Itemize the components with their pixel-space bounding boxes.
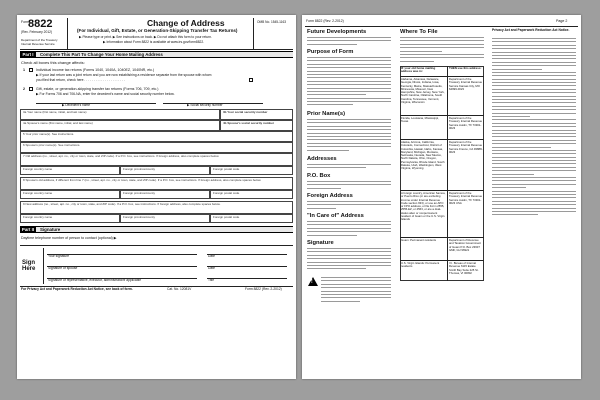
new-foreign-province-field[interactable] <box>120 214 210 223</box>
line-2-checkbox[interactable] <box>29 87 33 91</box>
spouse-foreign-country-label: Foreign country name <box>23 191 53 195</box>
table-row-6-address: V.I. Bureau of Internal Revenue 6115 Estate Smith Bay Suite 225 St. Thomas, VI 00802 <box>449 261 479 275</box>
spouse-prior-names-field[interactable] <box>20 142 293 153</box>
old-foreign-province-field[interactable] <box>120 166 210 175</box>
representative-title-label: Title <box>208 278 215 282</box>
in-care-of-text <box>307 221 391 238</box>
table-row-1-states: Alabama, Arkansas, Delaware, Georgia, Illinois, Indiana, Iowa, Kentucky, Maine, Massachusetts, Minnesota, Missouri, New Hampshire, New Jersey, New York, North Carolina, Oklahoma, South Carolina, Tennessee, Vermont, Virginia, Wisconsin <box>401 77 445 105</box>
your-ssn-field[interactable] <box>220 109 293 120</box>
purpose-text <box>307 57 391 108</box>
part-2-label: Part II <box>21 227 35 232</box>
line-1-checkbox[interactable] <box>29 68 33 72</box>
irs-label: Internal Revenue Service <box>21 42 55 46</box>
line-1-sub-2: you filed that return, check here . . . . . . . . . . . . . . . . . . . . . . <box>36 78 125 82</box>
foreign-address-text <box>307 201 391 211</box>
new-foreign-postal-label: Foreign postal code <box>213 215 240 219</box>
where-to-file-text <box>400 37 484 64</box>
spouse-foreign-postal-field[interactable] <box>210 190 293 199</box>
spouse-signature-date-label: Date <box>208 266 215 270</box>
omb-number: OMB No. 1545-1163 <box>257 20 286 24</box>
spouse-prior-names-label: 6 Spouse's prior name(s). See instructions. <box>23 143 81 147</box>
purpose-heading: Purpose of Form <box>307 49 354 55</box>
future-developments-text <box>307 37 391 47</box>
line-1-number: 1 <box>23 68 25 72</box>
old-foreign-country-label: Foreign country name <box>23 167 53 171</box>
spouse-signature-date-line[interactable] <box>207 266 287 267</box>
form-page-front <box>17 15 296 379</box>
warning-triangle-icon <box>308 277 318 286</box>
privacy-act-text <box>492 38 576 218</box>
representative-signature-label: Signature of representative, executor, administrator/if applicable <box>48 278 142 282</box>
table-row-6-states: U.S. Virgin Islands: Permanent residents <box>401 261 440 269</box>
joint-return-checkbox[interactable] <box>249 78 253 82</box>
po-box-heading: P.O. Box <box>307 173 331 179</box>
new-foreign-province-label: Foreign province/county <box>123 215 156 219</box>
table-row-4-states: A foreign country, American Samoa, or Puerto Rico (or are excluding income under Internal Revenue Code section 933), or use an APO or FPO address, or file Form 2555, 2555-EZ, or 4563, or are a dual-status alien or nonpermanent resident of Guam or the U.S. Virgin Islands <box>401 191 446 222</box>
new-foreign-country-label: Foreign country name <box>23 215 53 219</box>
privacy-notice: For Privacy Act and Paperwork Reduction Act Notice, see back of form. <box>21 287 133 291</box>
spouse-signature-label: Signature of spouse <box>48 266 78 270</box>
addresses-heading: Addresses <box>307 156 337 162</box>
your-signature-date-label: Date <box>208 254 215 258</box>
old-address-field[interactable] <box>20 153 293 166</box>
spouse-foreign-province-label: Foreign province/county <box>123 191 156 195</box>
part-1-header <box>20 51 293 58</box>
table-row-2-address: Department of the Treasury Internal Revenue Service Austin, TX 73301-0023 <box>449 116 483 130</box>
prior-names-field[interactable] <box>20 131 293 142</box>
line-2-number: 2 <box>23 87 25 91</box>
where-to-file-heading: Where To File <box>400 29 438 35</box>
table-row-4-address: Department of the Treasury Internal Revenue Service Austin, TX 73301-0023 USA <box>449 191 483 205</box>
spouse-foreign-country-field[interactable] <box>20 190 120 199</box>
privacy-act-heading: Privacy Act and Paperwork Reduction Act Notice. <box>492 28 570 32</box>
sign-here-label: Sign Here <box>22 260 36 273</box>
form-title: Change of Address <box>147 18 225 28</box>
old-foreign-postal-label: Foreign postal code <box>213 167 240 171</box>
spouse-name-label: 4a Spouse's name (first name, initial, and last name) <box>23 121 93 125</box>
your-name-field[interactable] <box>20 109 220 120</box>
spouse-ssn-field[interactable] <box>220 120 293 131</box>
old-foreign-province-label: Foreign province/county <box>123 167 156 171</box>
decedent-ssn-label: ▶ Social security number <box>187 103 223 107</box>
warning-exclamation-icon: ! <box>311 279 313 285</box>
new-address-field[interactable] <box>20 201 293 214</box>
new-foreign-country-field[interactable] <box>20 214 120 223</box>
your-ssn-label: 3b Your social security number <box>223 110 268 114</box>
spouse-old-address-field[interactable] <box>20 177 293 190</box>
future-developments-heading: Future Developments <box>307 29 367 35</box>
form-page-back <box>302 15 581 379</box>
daytime-phone-label: Daytime telephone number of person to contact (optional) ▶ <box>21 236 117 240</box>
page-2-header-form: Form 8822 (Rev. 2-2012) <box>306 19 344 23</box>
your-name-label: 3a Your name (first name, initial, and last name) <box>23 110 87 114</box>
spouse-name-field[interactable] <box>20 120 220 131</box>
table-row-5-address: Department of Revenue and Taxation Government of Guam P.O. Box 23607 GMF, GU 96921 <box>449 238 481 252</box>
page-2-number: Page 2 <box>556 19 568 23</box>
department: Department of the Treasury <box>21 38 58 42</box>
check-all-label: Check all boxes this change affects: <box>21 60 85 65</box>
table-row-1-address: Department of the Treasury Internal Revenue Service Kansas City, MO 64999-0023 <box>449 77 483 91</box>
catalog-number: Cat. No. 12081V <box>167 287 192 291</box>
table-row-3-states: Alaska, Arizona, California, Colorado, Connecticut, District of Columbia, Hawaii, Idaho, Kansas, Maryland, Michigan, Montana, Nebraska, Nevada, New Mexico, North Dakota, Ohio, Oregon, Pennsylvania, Rhode Island, South Dakota, Utah, Washington, West Virginia, Wyoming <box>401 140 445 171</box>
warning-note-text <box>321 277 391 304</box>
revision-date: (Rev. February 2012) <box>21 30 53 34</box>
new-address-label: 9 New address (no., street, apt. no., city or town, state, and ZIP code). If a P.O. box, see instructions. If foreign address, also complete spaces below. <box>23 202 221 206</box>
table-header-address: THEN use this address: <box>449 66 482 70</box>
your-signature-line[interactable] <box>47 254 197 255</box>
signature-heading: Signature <box>307 240 334 246</box>
representative-title-line[interactable] <box>207 278 287 279</box>
form-instructions-2: ▶ Information about Form 8822 is available at www.irs.gov/form8822. <box>103 40 205 44</box>
line-2-label: Gift, estate, or generation-skipping transfer tax returns (Forms 706, 709, etc.) <box>36 87 159 91</box>
table-row-2-states: Florida, Louisiana, Mississippi, Texas <box>401 116 439 124</box>
table-row-5-states: Guam: Permanent residents <box>401 238 436 242</box>
form-instructions-1: ▶ Please type or print. ▶ See instructions on back. ▶ Do not attach this form to your return. <box>79 35 212 39</box>
old-foreign-postal-field[interactable] <box>210 166 293 175</box>
foreign-address-heading: Foreign Address <box>307 193 353 199</box>
footer-form-id: Form 8822 (Rev. 2-2012) <box>245 287 282 291</box>
part-2-title: Signature <box>40 227 61 232</box>
your-signature-label: Your signature <box>48 254 70 258</box>
spouse-foreign-postal-label: Foreign postal code <box>213 191 240 195</box>
part-2-header <box>20 226 293 233</box>
in-care-of-heading: "In Care of" Address <box>307 213 364 219</box>
line-2-sub: ▶ For Forms 706 and 706-NA, enter the decedent's name and social security number below. <box>36 92 175 96</box>
table-header-states: IF your old home mailing address was in: <box>401 66 436 73</box>
table-row-3-address: Department of the Treasury Internal Revenue Service Fresno, CA 93888-0023 <box>449 140 483 154</box>
your-signature-date-line[interactable] <box>207 254 287 255</box>
decedent-name-label: ▶ Decedent's name <box>62 103 91 107</box>
part-1-title: Complete This Part To Change Your Home Mailing Address <box>40 52 163 57</box>
addresses-text <box>307 164 391 171</box>
po-box-text <box>307 181 391 191</box>
spouse-ssn-label: 4b Spouse's social security number <box>223 121 275 125</box>
prior-names-label: 5 Your prior name(s). See instructions. <box>23 132 75 136</box>
prior-names-text <box>307 119 391 153</box>
new-foreign-postal-field[interactable] <box>210 214 293 223</box>
part-1-label: Part I <box>20 52 36 58</box>
form-label: Form <box>21 20 30 24</box>
spouse-old-address-label: 8 Spouse's old address, if different from line 7 (no., street, apt. no., city or town, state, and ZIP code). If a P.O. box, see instructions. If foreign address, also complete spaces below. <box>23 178 262 182</box>
line-1-label: Individual income tax returns (Forms 1040, 1040A, 1040EZ, 1040NR, etc.) <box>36 68 155 72</box>
form-number: 8822 <box>28 18 53 30</box>
line-1-sub-1: ▶ If your last return was a joint return and you are now establishing a residence separate from the spouse with whom <box>36 73 212 77</box>
old-foreign-country-field[interactable] <box>20 166 120 175</box>
form-subtitle: (For Individual, Gift, Estate, or Generation-Skipping Transfer Tax Returns) <box>77 28 238 33</box>
spouse-foreign-province-field[interactable] <box>120 190 210 199</box>
signature-text <box>307 248 391 272</box>
old-address-label: 7 Old address (no., street, apt. no., city or town, state, and ZIP code). If a P.O. box, see instructions. If foreign address, also complete spaces below. <box>23 154 220 158</box>
prior-names-heading: Prior Name(s) <box>307 111 346 117</box>
